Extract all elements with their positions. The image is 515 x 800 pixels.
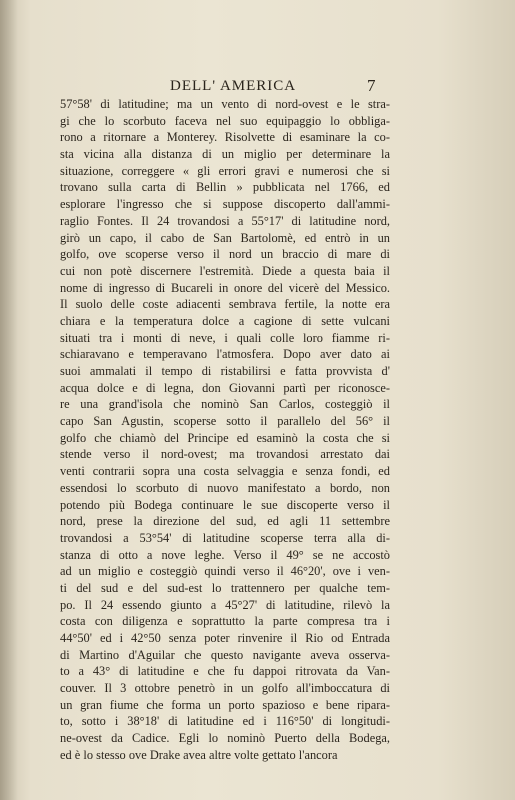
text-line: venti contrarii sopra una costa selvaggia e senza fondi, ed bbox=[60, 464, 390, 479]
text-line: schiaravano e temperavano l'atmosfera. Dopo aver dato ai bbox=[60, 347, 390, 362]
text-line: po. Il 24 essendo giunto a 45°27' di latitudine, rilevò la bbox=[60, 597, 390, 612]
binding-shadow bbox=[0, 0, 18, 800]
text-line: capo San Agustin, scoperse sotto il parallelo del 56° il bbox=[60, 414, 390, 429]
text-line: essendosi lo scorbuto di nuovo manifestato a bordo, non bbox=[60, 480, 390, 495]
text-line: to a 43° di latitudine e che fu dappoi ritrovata da Van- bbox=[60, 664, 390, 679]
text-line: re una grand'isola che nominò San Carlos, costeggiò il bbox=[60, 397, 390, 412]
text-line: girò un capo, il cabo de San Bartolomè, ed entrò in un bbox=[60, 230, 390, 245]
text-line: situazione, correggere « gli errori gravi e numerosi che si bbox=[60, 163, 390, 178]
text-line: ad un miglio e costeggiò quindi verso il 46°20', ove i ven- bbox=[60, 564, 390, 579]
text-line: golfo, ove scoperse verso il nord un braccio di mare di bbox=[60, 247, 390, 262]
text-line: rono a ritornare a Monterey. Risolvette di esaminare la co- bbox=[60, 130, 390, 145]
text-line: nord, prese la direzione del sud, ed agli 11 settembre bbox=[60, 514, 390, 529]
page-number: 7 bbox=[367, 76, 376, 95]
text-line: Il suolo delle coste adiacenti sembrava fertile, la notte era bbox=[60, 297, 390, 312]
text-line: costa con diligenza e soprattutto la parte compresa tra i bbox=[60, 614, 390, 629]
text-line: un gran fiume che forma un porto spazioso e bene ripara- bbox=[60, 697, 390, 712]
text-line: to, sotto i 38°18' di latitudine ed i 116°50' di longitudi- bbox=[60, 714, 390, 729]
text-line: golfo che chiamò del Principe ed esaminò la costa che si bbox=[60, 430, 390, 445]
text-line: acqua dolce e di legna, don Giovanni partì per riconosce- bbox=[60, 380, 390, 395]
text-line: trovano sulla carta di Bellin » pubblicata nel 1766, ed bbox=[60, 180, 390, 195]
text-line: raglio Fontes. Il 24 trovandosi a 55°17' di latitudine nord, bbox=[60, 213, 390, 228]
text-line: suoi ammalati il tempo di ristabilirsi e fatta provvista d' bbox=[60, 364, 390, 378]
text-line: 57°58' di latitudine; ma un vento di nord-ovest e le stra- bbox=[60, 97, 390, 111]
text-line: trovandosi a 53°54' di latitudine scoperse terra alla di- bbox=[60, 530, 390, 545]
text-line: ed è lo stesso ove Drake avea altre volte gettato l'ancora bbox=[60, 747, 338, 762]
body-text bbox=[60, 96, 390, 764]
running-title: DELL' AMERICA bbox=[170, 78, 297, 94]
text-line: sta vicina alla distanza di un miglio per determinare la bbox=[60, 147, 390, 162]
text-line: couver. Il 3 ottobre penetrò in un golfo all'imboccatura di bbox=[60, 681, 390, 696]
text-line: stanza di otto a nove leghe. Verso il 49° se ne accostò bbox=[60, 547, 390, 562]
text-line: di Martino d'Aguilar che questo navigante aveva osserva- bbox=[60, 647, 390, 662]
text-line: cui non potè discernere l'estremità. Diede a questa baia il bbox=[60, 263, 390, 278]
text-line: gi che lo scorbuto faceva nel suo equipaggio lo obbliga- bbox=[60, 113, 390, 128]
text-line: potendo più Bodega continuare le sue discoperte verso il bbox=[60, 497, 390, 512]
text-line: situati tra i monti di neve, i quali colle loro fiamme ri- bbox=[60, 330, 390, 345]
text-line: 44°50' ed i 42°50 senza poter rinvenire il Rio od Entrada bbox=[60, 631, 390, 645]
text-line: ti del sud e del sud-est lo trattennero per qualche tem- bbox=[60, 580, 390, 595]
text-line: stende verso il nord-ovest; ma trovandosi arrestato dai bbox=[60, 447, 390, 462]
text-line: ne-ovest da Cadice. Egli lo nominò Puerto della Bodega, bbox=[60, 731, 390, 746]
text-line: chiara e la temperatura dolce a cagione di sette vulcani bbox=[60, 313, 390, 328]
text-line: nome di ingresso di Bucareli in onore del vicerè del Messico. bbox=[60, 280, 390, 295]
text-line: esplorare l'ingresso che si suppose discoperto dall'ammi- bbox=[60, 197, 390, 212]
